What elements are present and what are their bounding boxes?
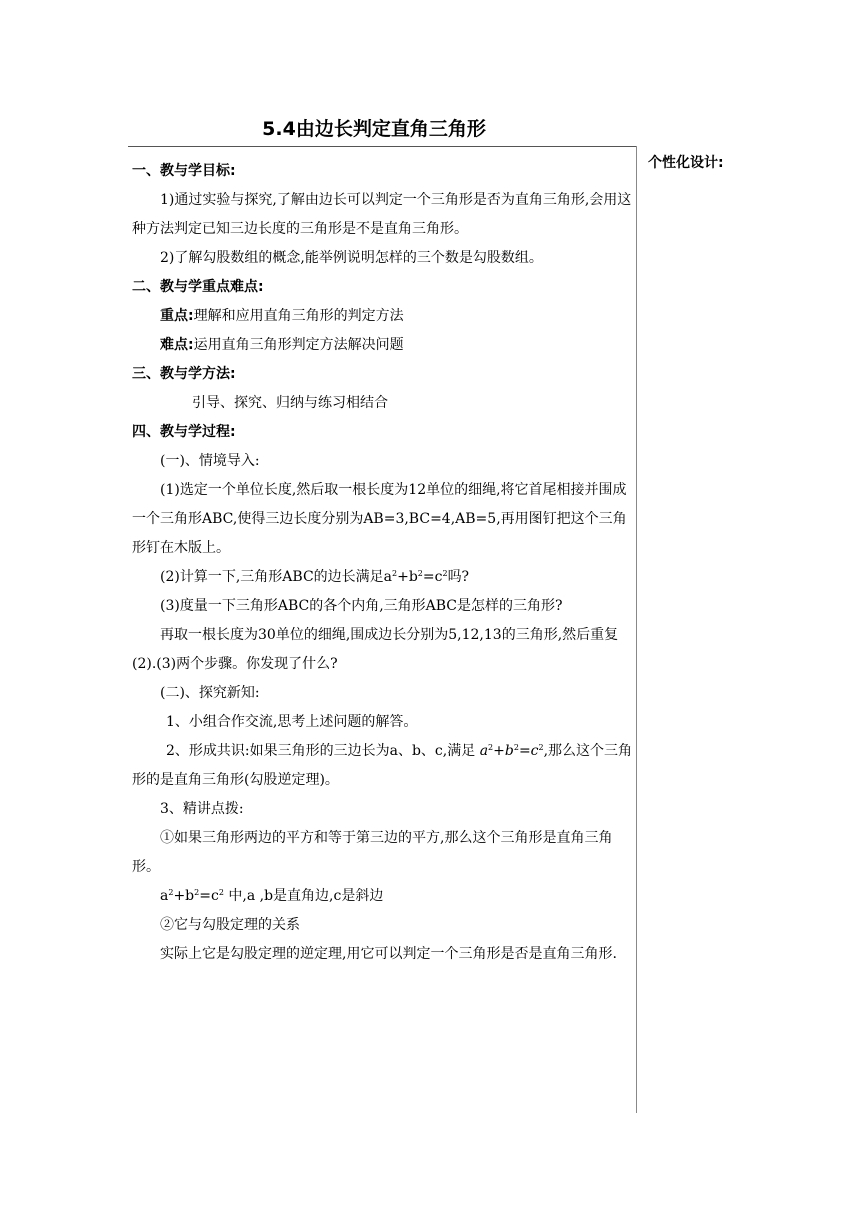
difficulty-text: 运用直角三角形判定方法解决问题 <box>193 337 404 353</box>
subheading: (一)、情境导入: <box>160 453 260 469</box>
paragraph <box>132 302 634 331</box>
page-title: 5.4由边长判定直角三角形 <box>262 118 486 140</box>
paragraph: (1)选定一个单位长度,然后取一根长度为12单位的细绳,将它首尾相接并围成一个三角形ABC,使得三边长度分别为AB=3,BC=4,AB=5,再用图钉把这个三角形钉在木版上。 <box>132 482 627 556</box>
superscript: 2 <box>168 888 174 897</box>
math-b: +b <box>493 743 514 759</box>
section-heading: 三、教与学方法: <box>132 366 236 382</box>
lesson-body <box>132 157 634 969</box>
paragraph: 再取一根长度为30单位的细绳,围成边长分别为5,12,13的三角形,然后重复(2).(3)两个步骤。你发现了什么? <box>132 627 619 672</box>
superscript: 2 <box>218 888 224 897</box>
paragraph: 引导、探究、归纳与练习相结合 <box>192 395 388 411</box>
superscript: 2 <box>392 569 398 578</box>
section-heading: 二、教与学重点难点: <box>132 279 264 295</box>
paragraph <box>132 331 634 360</box>
math-c: =c <box>518 743 539 759</box>
text-run: =c <box>199 888 219 904</box>
section-heading: 四、教与学过程: <box>132 424 236 440</box>
paragraph: 2)了解勾股数组的概念,能举例说明怎样的三个数是勾股数组。 <box>160 250 543 266</box>
paragraph: 1)通过实验与探究,了解由边长可以判定一个三角形是否为直角三角形,会用这种方法判定已知三边长度的三角形是不是直角三角形。 <box>132 192 632 237</box>
paragraph: 实际上它是勾股定理的逆定理,用它可以判定一个三角形是否是直角三角形. <box>160 946 617 962</box>
text-run: (2)计算一下,三角形ABC的边长满足a <box>160 569 392 585</box>
subheading: (二)、探究新知: <box>160 685 260 701</box>
paragraph: (3)度量一下三角形ABC的各个内角,三角形ABC是怎样的三角形? <box>160 598 563 614</box>
text-run: a <box>160 888 169 904</box>
text-run: 2、形成共识:如果三角形的三边长为a、b、c,满足 <box>166 743 476 759</box>
text-run: 中,a ,b是直角边,c是斜边 <box>228 888 384 904</box>
superscript: 2 <box>194 888 200 897</box>
paragraph: 1、小组合作交流,思考上述问题的解答。 <box>166 714 418 730</box>
paragraph: ①如果三角形两边的平方和等于第三边的平方,那么这个三角形是直角三角形。 <box>132 830 613 875</box>
paragraph: ②它与勾股定理的关系 <box>160 917 300 933</box>
superscript: 2 <box>538 743 544 752</box>
superscript: 2 <box>417 569 423 578</box>
column-divider <box>636 146 637 1113</box>
key-text: 理解和应用直角三角形的判定方法 <box>193 308 404 324</box>
sidebar-label: 个性化设计: <box>648 155 724 171</box>
text-run: =c <box>422 569 443 585</box>
difficulty-label: 难点: <box>160 337 194 353</box>
superscript: 2 <box>488 743 494 752</box>
text-run: +b <box>173 888 195 904</box>
paragraph <box>132 563 634 592</box>
text-run: +b <box>397 569 418 585</box>
section-heading: 一、教与学目标: <box>132 163 236 179</box>
text-run: 吗? <box>447 569 470 585</box>
paragraph: 3、精讲点拨: <box>160 801 244 817</box>
superscript: 2 <box>513 743 519 752</box>
superscript: 2 <box>442 569 448 578</box>
math-a: a <box>479 743 489 759</box>
paragraph <box>132 737 634 795</box>
paragraph <box>132 882 634 911</box>
text-run: ,那么这个三角形的是直角三角形(勾股逆定理)。 <box>132 743 633 788</box>
key-label: 重点: <box>160 308 194 324</box>
header-divider <box>128 146 636 147</box>
